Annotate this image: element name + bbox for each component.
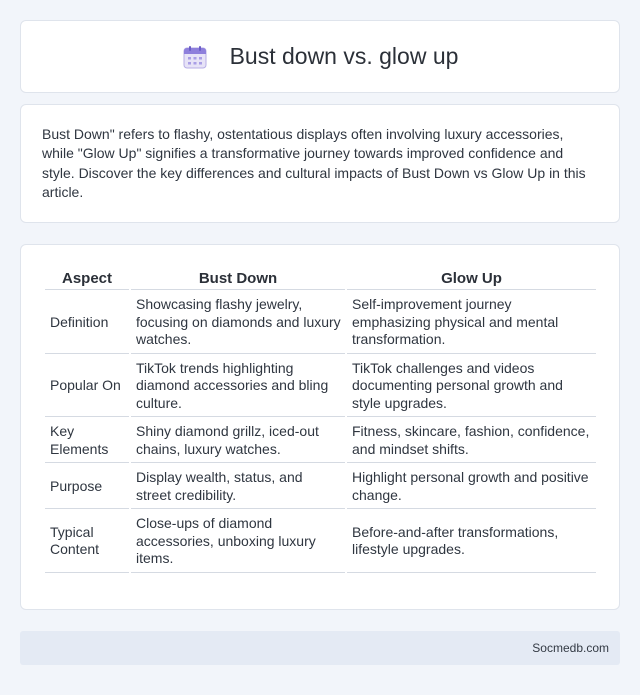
glow-up-cell: TikTok challenges and videos documenting personal growth and style upgrades. [347,356,596,418]
glow-up-cell: Fitness, skincare, fashion, confidence, and mindset shifts. [347,419,596,463]
footer [20,631,620,665]
aspect-cell: Purpose [45,465,129,509]
header-glow-up: Glow Up [347,267,596,290]
glow-up-cell: Highlight personal growth and positive change. [347,465,596,509]
table-row [45,356,596,418]
table-row [45,465,596,509]
bust-down-cell: Display wealth, status, and street credibility. [131,465,345,509]
table-card [20,244,620,610]
table-row [45,419,596,463]
intro-card [20,104,620,223]
glow-up-cell: Self-improvement journey emphasizing physical and mental transformation. [347,292,596,354]
intro-text: Bust Down" refers to flashy, ostentatious displays often involving luxury accessories, while "Glow Up" signifies a transformative journey towards improved confidence and style. Discover the key differences and cultural impacts of Bust Down vs Glow Up in this article. [42,126,586,200]
header-aspect: Aspect [45,267,129,290]
title-card [20,20,620,93]
aspect-cell: Definition [45,292,129,354]
bust-down-cell: Shiny diamond grillz, iced-out chains, luxury watches. [131,419,345,463]
aspect-cell: Key Elements [45,419,129,463]
bust-down-cell: Close-ups of diamond accessories, unboxing luxury items. [131,511,345,573]
aspect-cell: Typical Content [45,511,129,573]
glow-up-cell: Before-and-after transformations, lifestyle upgrades. [347,511,596,573]
header-bust-down: Bust Down [131,267,345,290]
bust-down-cell: Showcasing flashy jewelry, focusing on diamonds and luxury watches. [131,292,345,354]
comparison-table [43,265,598,575]
table-row [45,292,596,354]
bust-down-cell: TikTok trends highlighting diamond accessories and bling culture. [131,356,345,418]
calendar-icon [182,45,208,69]
footer-site-link[interactable]: Socmedb.com [532,641,609,655]
table-header-row [45,267,596,290]
page-title: Bust down vs. glow up [229,43,459,69]
table-row [45,511,596,573]
aspect-cell: Popular On [45,356,129,418]
